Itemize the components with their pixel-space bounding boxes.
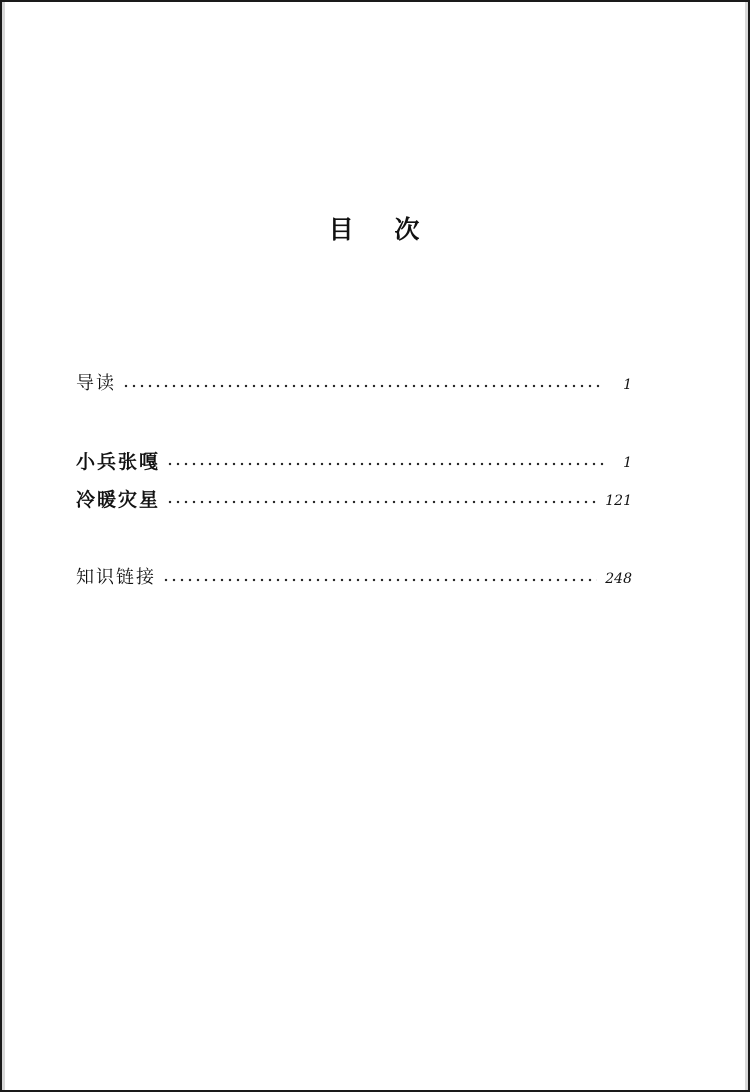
toc-entry-page: 121 [605, 493, 632, 509]
page-edge-left [2, 2, 5, 1090]
toc-entry-page: 1 [623, 377, 632, 393]
toc-entry-label: 导读 [76, 373, 116, 394]
toc-entry-label: 小兵张嘎 [76, 451, 161, 473]
toc-leader-dots [162, 578, 597, 582]
toc-entry-label: 知识链接 [76, 567, 156, 588]
toc-entry-intro[interactable] [76, 368, 632, 396]
toc-leader-dots [166, 462, 604, 466]
toc-entry-page: 1 [623, 455, 632, 471]
toc-entry-label: 冷暖灾星 [76, 489, 161, 511]
toc-entry-xiaobing-zhangga[interactable] [76, 446, 632, 474]
title-char-1: 目 [328, 215, 356, 244]
toc-leader-dots [122, 384, 604, 388]
toc-entry-knowledge-links[interactable] [76, 562, 632, 590]
toc-leader-dots [166, 500, 597, 504]
toc-entry-page: 248 [605, 571, 632, 587]
page-edge-right [745, 2, 748, 1090]
toc-entry-lengnuan-zaixing[interactable] [76, 484, 632, 512]
title-char-2: 次 [394, 215, 422, 244]
page-title [2, 210, 748, 246]
